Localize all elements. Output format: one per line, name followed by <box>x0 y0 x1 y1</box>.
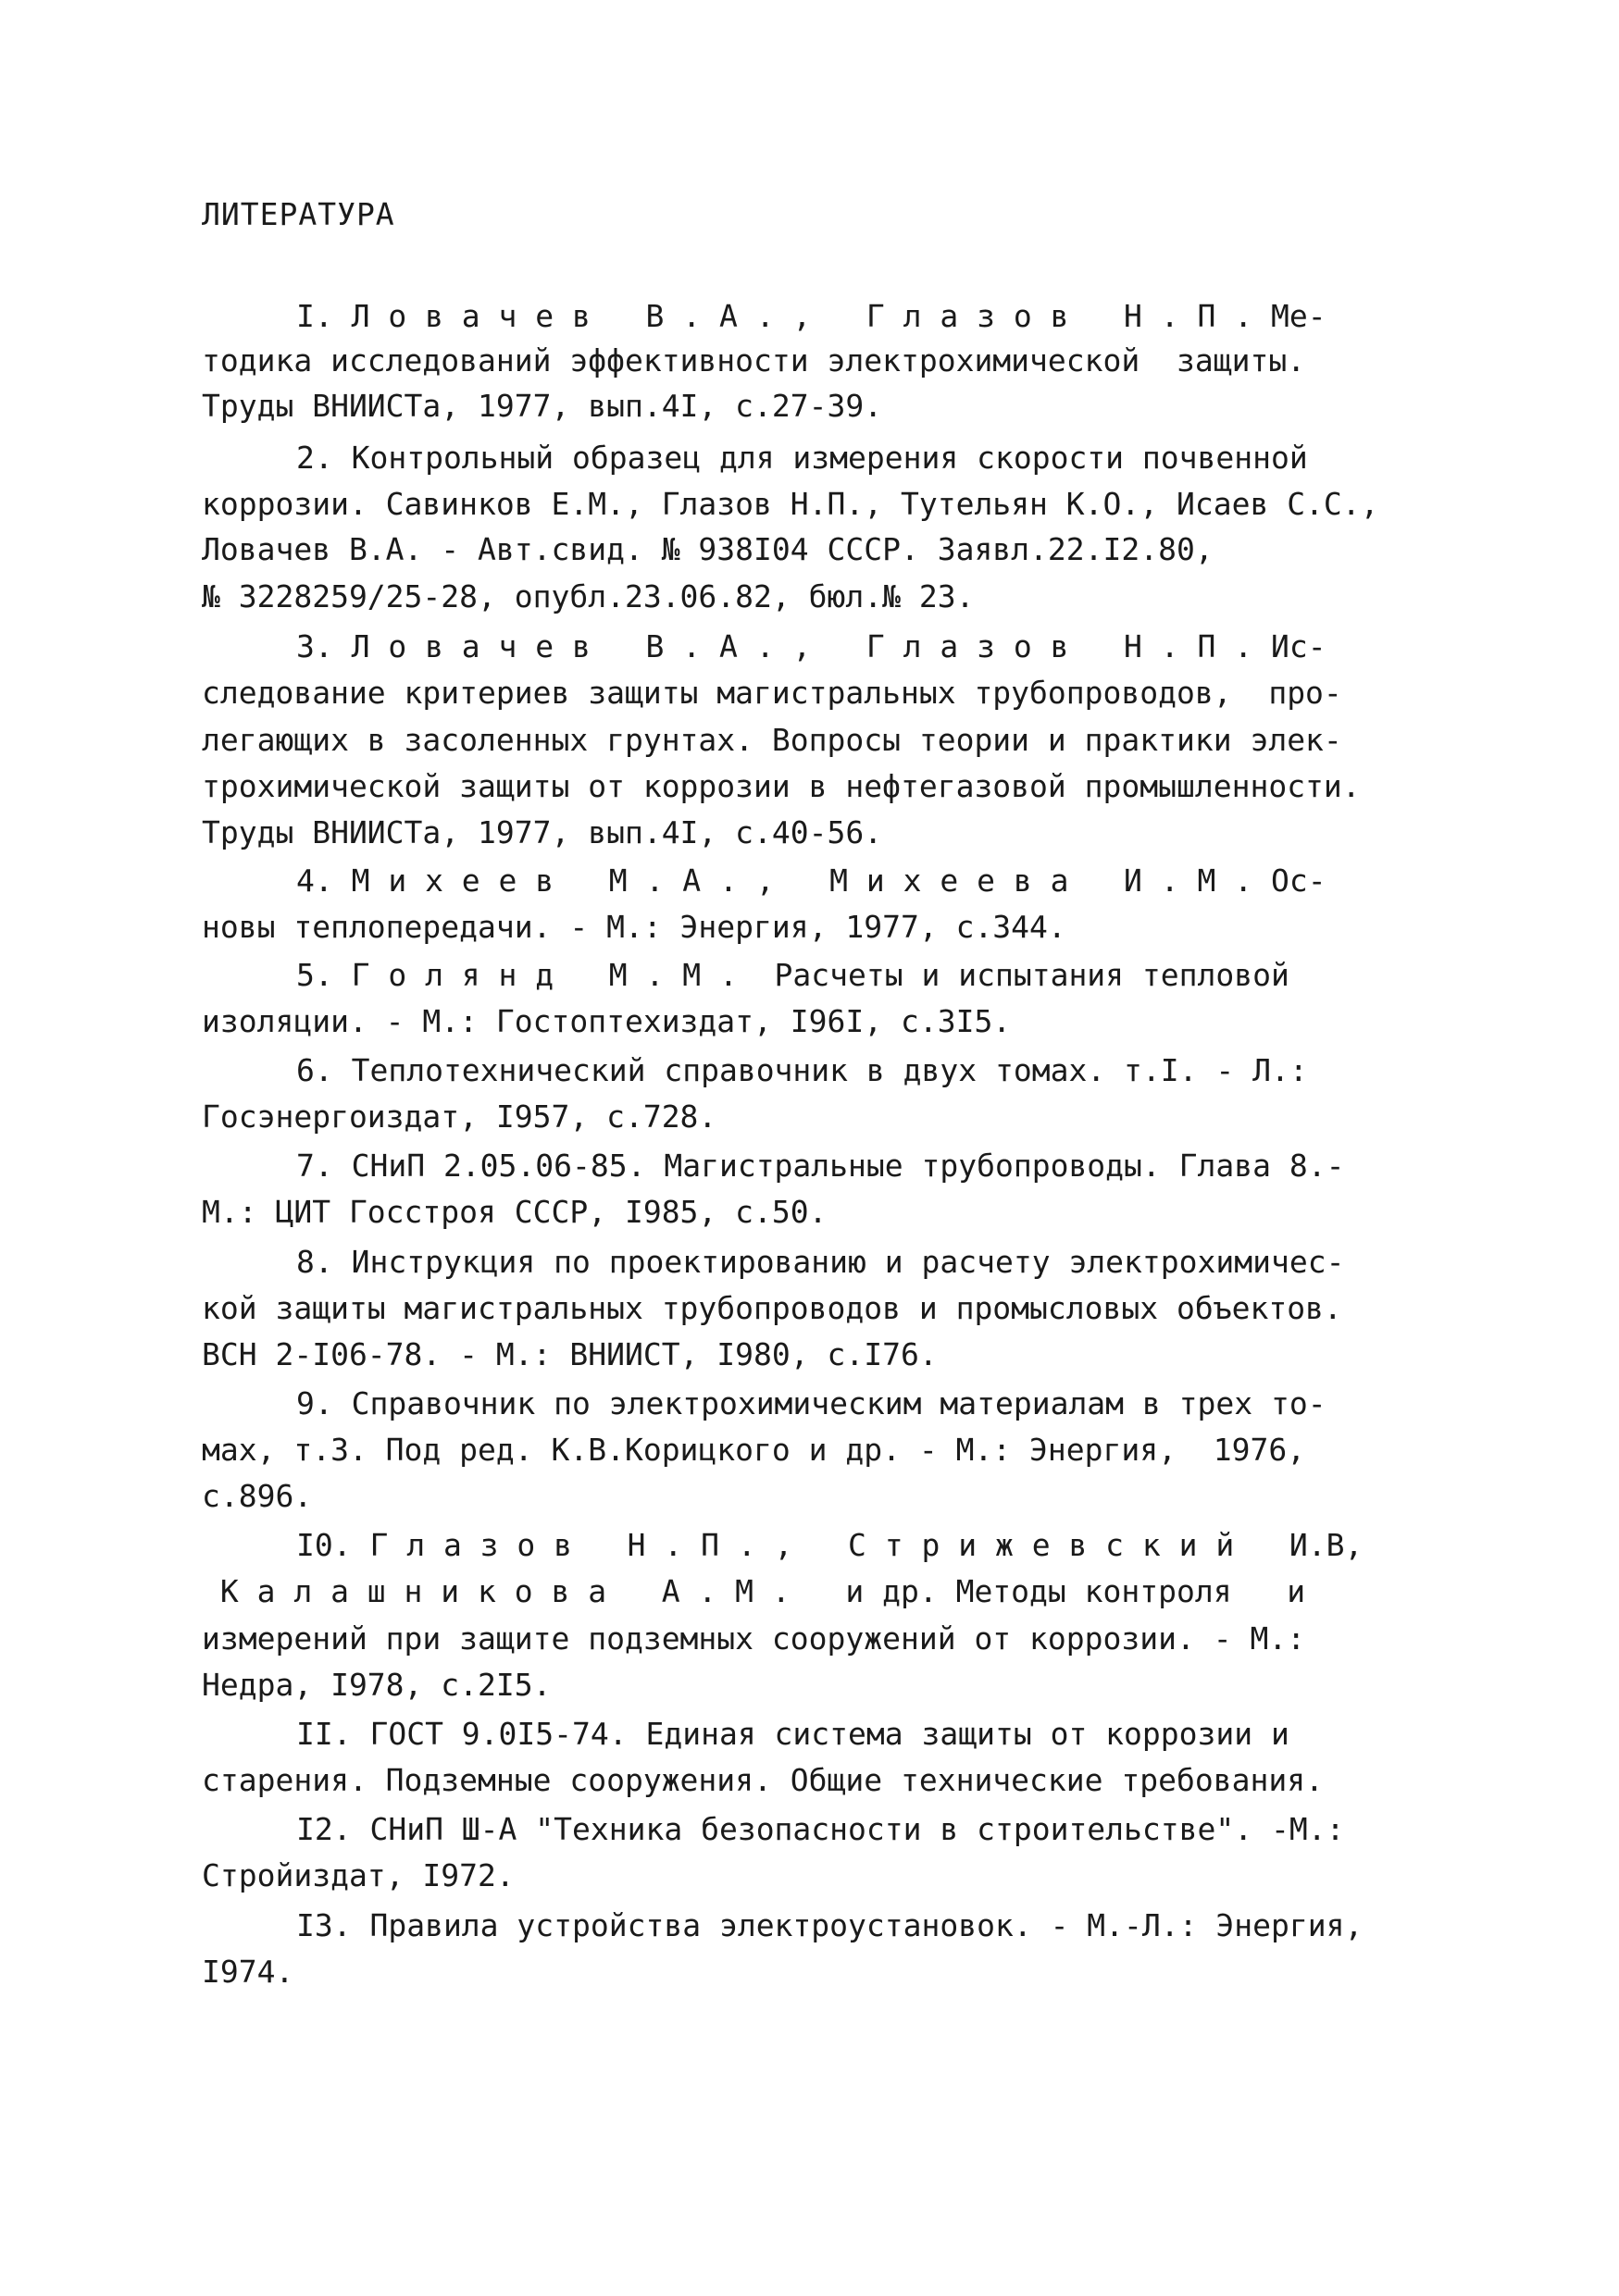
ref-2-line-3: Ловачев В.А. - Авт.свид. № 938I04 СССР. Заявл.22.I2.80, <box>202 531 1214 567</box>
ref-12-line-1: I2. СНиП Ш-А "Техника безопасности в строительстве". -М.: <box>296 1811 1345 1847</box>
ref-8-line-3: ВСН 2-I06-78. - М.: ВНИИСТ, I980, с.I76. <box>202 1336 938 1372</box>
ref-3-line-5: Труды ВНИИСТа, 1977, вып.4I, с.40-56. <box>202 814 883 850</box>
ref-10-line-1: I0. Г л а з о в Н . П . , С т р и ж е в с к и й И.В, <box>296 1527 1364 1563</box>
ref-7-line-2: М.: ЦИТ Госстроя СССР, I985, с.50. <box>202 1194 828 1230</box>
page-heading: ЛИТЕРАТУРА <box>202 196 395 232</box>
ref-9-line-3: с.896. <box>202 1478 313 1514</box>
ref-12-line-2: Стройиздат, I972. <box>202 1857 515 1893</box>
ref-9-line-2: мах, т.3. Под ред. К.В.Корицкого и др. - М.: Энергия, 1976, <box>202 1432 1306 1468</box>
ref-2-line-2: коррозии. Савинков Е.М., Глазов Н.П., Тутельян К.О., Исаев С.С., <box>202 486 1379 522</box>
ref-2-line-1: 2. Контрольный образец для измерения скорости почвенной <box>296 440 1308 476</box>
ref-1-line-1: I. Л о в а ч е в В . А . , Г л а з о в Н . П . Ме- <box>296 298 1326 334</box>
ref-10-line-2: К а л а ш н и к о в а А . М . и др. Методы контроля и <box>202 1573 1306 1609</box>
ref-10-line-4: Недра, I978, с.2I5. <box>202 1667 552 1703</box>
ref-5-line-2: изоляции. - М.: Гостоптехиздат, I96I, с.3I5. <box>202 1003 1012 1039</box>
ref-7-line-1: 7. СНиП 2.05.06-85. Магистральные трубопроводы. Глава 8.- <box>296 1148 1345 1184</box>
ref-13-line-2: I974. <box>202 1954 294 1990</box>
ref-8-line-1: 8. Инструкция по проектированию и расчету электрохимичес- <box>296 1244 1345 1280</box>
ref-8-line-2: кой защиты магистральных трубопроводов и промысловых объектов. <box>202 1290 1342 1326</box>
ref-4-line-1: 4. М и х е е в М . А . , М и х е е в а И . М . Ос- <box>296 863 1326 899</box>
ref-13-line-1: I3. Правила устройства электроустановок. - М.-Л.: Энергия, <box>296 1907 1364 1943</box>
ref-2-line-4: № 3228259/25-28, опубл.23.06.82, бюл.№ 23. <box>202 578 975 614</box>
ref-11-line-2: старения. Подземные сооружения. Общие технические требования. <box>202 1762 1324 1798</box>
ref-9-line-1: 9. Справочник по электрохимическим материалам в трех то- <box>296 1385 1326 1421</box>
ref-1-line-2: тодика исследований эффективности электрохимической защиты. <box>202 342 1306 379</box>
ref-6-line-2: Госэнергоиздат, I957, с.728. <box>202 1098 717 1135</box>
ref-3-line-2: следование критериев защиты магистральных трубопроводов, про- <box>202 675 1342 711</box>
ref-3-line-3: легающих в засоленных грунтах. Вопросы теории и практики элек- <box>202 722 1342 758</box>
ref-6-line-1: 6. Теплотехнический справочник в двух томах. т.I. - Л.: <box>296 1052 1308 1088</box>
ref-11-line-1: II. ГОСТ 9.0I5-74. Единая система защиты от коррозии и <box>296 1716 1289 1752</box>
ref-1-line-3: Труды ВНИИСТа, 1977, вып.4I, с.27-39. <box>202 388 883 424</box>
ref-10-line-3: измерений при защите подземных сооружений от коррозии. - М.: <box>202 1620 1306 1657</box>
ref-3-line-1: 3. Л о в а ч е в В . А . , Г л а з о в Н . П . Ис- <box>296 628 1326 664</box>
ref-5-line-1: 5. Г о л я н д М . М . Расчеты и испытания тепловой <box>296 957 1289 993</box>
ref-4-line-2: новы теплопередачи. - М.: Энергия, 1977, с.344. <box>202 909 1066 945</box>
ref-3-line-4: трохимической защиты от коррозии в нефтегазовой промышленности. <box>202 768 1361 804</box>
